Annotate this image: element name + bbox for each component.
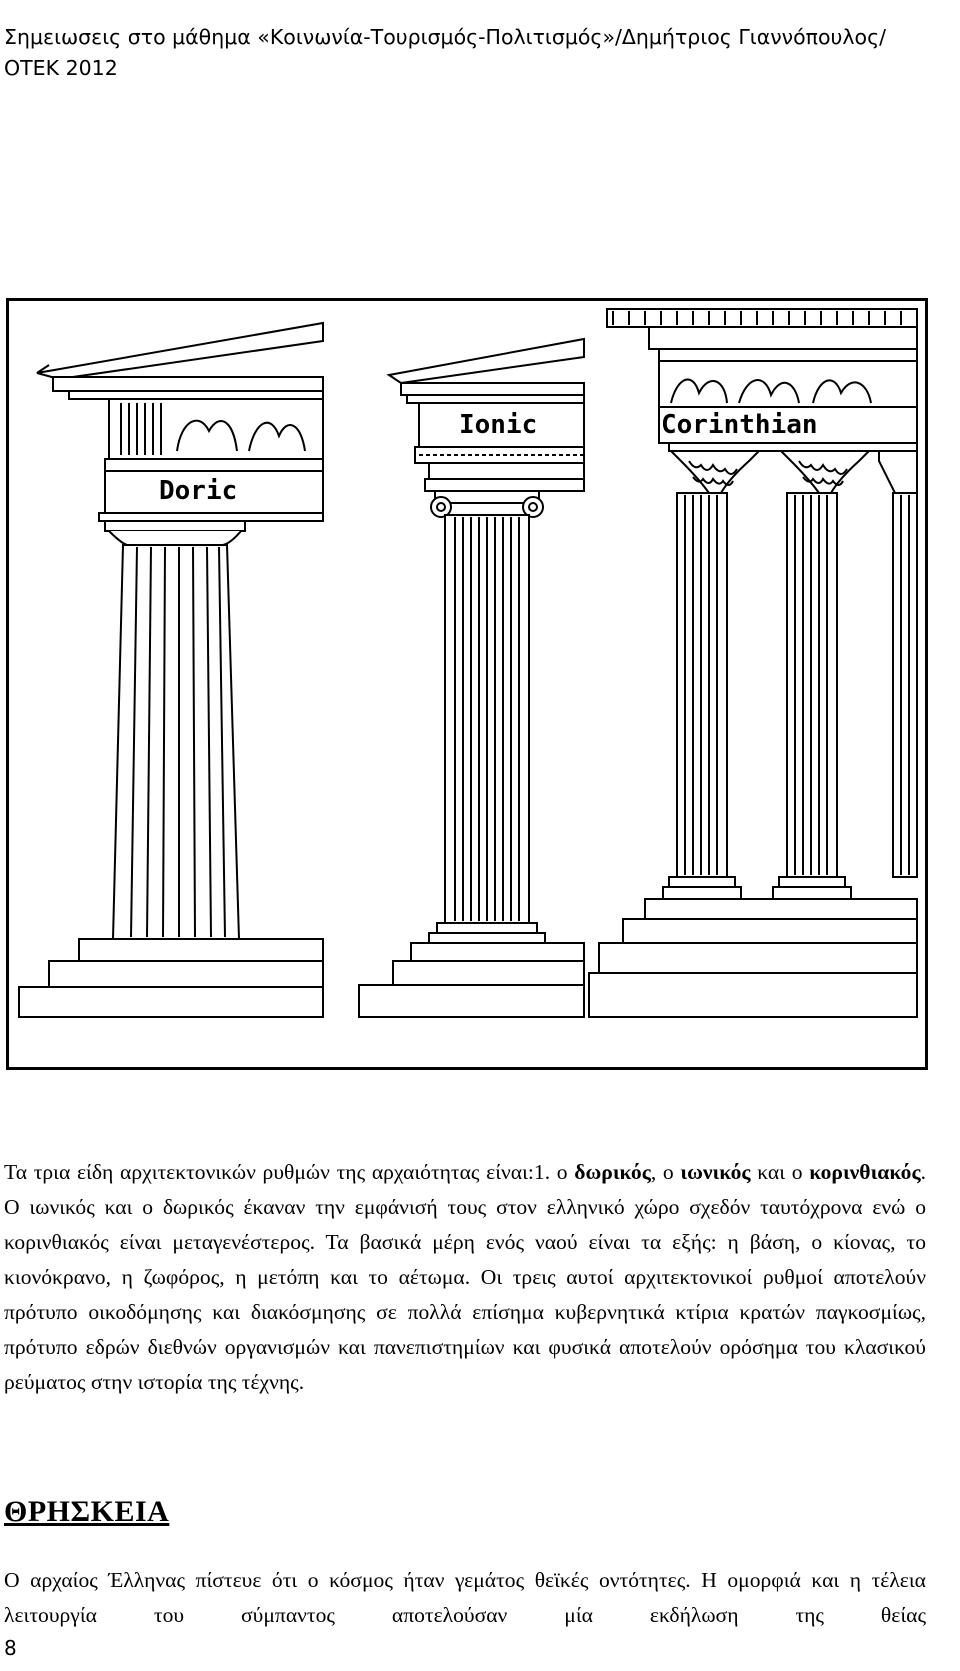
paragraph-text-2: , ο (650, 1160, 681, 1184)
religion-paragraph: Ο αρχαίος Έλληνας πίστευε ότι ο κόσμος ήταν γεμάτος θεϊκές οντότητες. Η ομορφιά και η τέλεια λειτουργία του σύμπαντος αποτελούσαν μία εκδήλωση της θείας (4, 1568, 926, 1627)
term-corinthian: κορινθιακός (809, 1160, 921, 1184)
ionic-column-drawing (359, 339, 584, 1017)
column-orders-drawing (9, 301, 925, 1067)
paragraph-text-4: . Ο ιωνικός και ο δωρικός έκαναν την εμφάνισή τους στον ελληνικό χώρο σχεδόν ταυτόχρονα ενώ ο κορινθιακός είναι μεταγενέστερος. Τα βασικά μέρη ενός ναού είναι τα εξής: η βάση, ο κίονας, το κιονόκρανο, η ζωφόρος, η μετόπη και το αέτωμα. Οι τρεις αυτοί αρχιτεκτονικοί ρυθμοί αποτελούν πρότυπο οικοδόμησης και διακόσμησης σε πολλά επίσημα κυβερνητικά κτίρια κρατών παγκοσμίως, πρότυπο εδρών διεθνών οργανισμών και πανεπιστημίων και φυσικά αποτελούν ορόσημα του κλασικού ρεύματος στην ιστορία της τέχνης. (4, 1160, 926, 1394)
page-header: Σημειωσεις στο μάθημα «Κοινωνία-Τουρισμός-Πολιτισμός»/Δημήτριος Γιαννόπουλος/ΟΤΕΚ 2012 (4, 25, 887, 80)
orders-paragraph-text (4, 1155, 926, 1400)
ionic-label: Ionic (459, 410, 538, 440)
orders-paragraph (4, 1155, 926, 1400)
page-number: 8 (4, 1636, 17, 1660)
doric-column-drawing (19, 323, 323, 1017)
paragraph-text-3: και ο (750, 1160, 810, 1184)
section-heading-religion: ΘΡΗΣΚΕΙΑ (4, 1495, 170, 1528)
paragraph-text-1: Τα τρια είδη αρχιτεκτονικών ρυθμών της αρχαιότητας είναι:1. ο (4, 1160, 575, 1184)
term-ionic: ιωνικός (680, 1160, 751, 1184)
corinthian-label: Corinthian (661, 410, 818, 440)
term-doric: δωρικός (574, 1160, 651, 1184)
column-orders-figure (6, 298, 928, 1070)
doric-label: Doric (159, 476, 238, 506)
corinthian-column-drawing (589, 309, 917, 1017)
